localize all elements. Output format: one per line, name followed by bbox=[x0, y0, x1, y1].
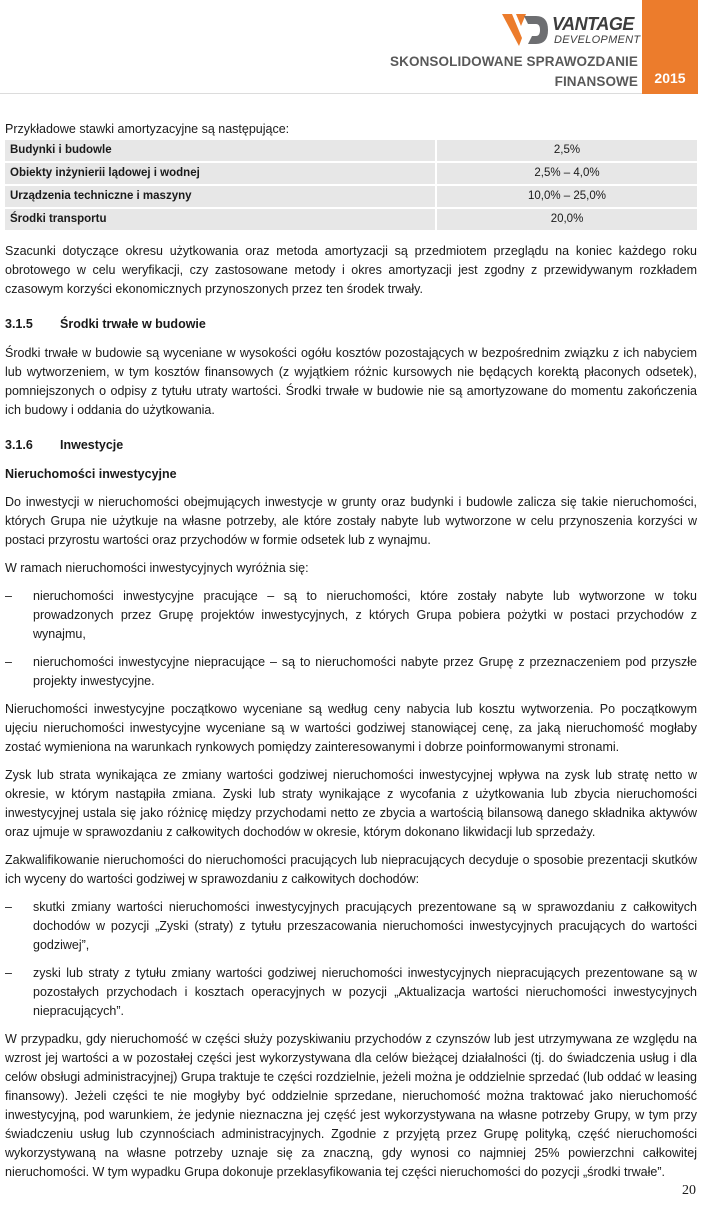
dash-bullet: – bbox=[5, 655, 12, 669]
report-title-line2: FINANSOWE bbox=[554, 74, 638, 89]
paragraph: Zakwalifikowanie nieruchomości do nieruchomości pracujących lub niepracujących decyduje o sposobie prezentacji skutków ich wyceny do wartości godziwej w sprawozdaniu z całkowitych dochodów: bbox=[5, 853, 697, 886]
section-number: 3.1.5 bbox=[5, 317, 33, 331]
dash-bullet: – bbox=[5, 966, 12, 980]
table-row bbox=[5, 162, 697, 185]
list-item bbox=[5, 964, 697, 1021]
list-item bbox=[5, 653, 697, 691]
rate-name: Obiekty inżynierii lądowej i wodnej bbox=[5, 162, 436, 185]
list-item-text: skutki zmiany wartości nieruchomości inwestycyjnych pracujących prezentowane są w sprawozdaniu z całkowitych dochodów w pozycji „Zyski (straty) z tytułu przeszacowania nieruchomości inwestycyjnych pracujących do wartości godziwej”, bbox=[33, 900, 697, 952]
rate-name: Środki transportu bbox=[5, 208, 436, 231]
table-row bbox=[5, 185, 697, 208]
rate-name: Budynki i budowle bbox=[5, 140, 436, 162]
paragraph: Do inwestycji w nieruchomości obejmujących inwestycje w grunty oraz budynki i budowle zalicza się takie nieruchomości, których Grupa nie użytkuje na własne potrzeby, ale które zostały nabyte lub wytworzone w celu przynoszenia korzyści w postaci przyrostu wartości oraz przychodów w formie odsetek lub z wynajmu. bbox=[5, 495, 697, 547]
rates-intro: Przykładowe stawki amortyzacyjne są następujące: bbox=[5, 122, 290, 136]
paragraph: Nieruchomości inwestycyjne początkowo wyceniane są według ceny nabycia lub kosztu wytworzenia. Po początkowym ujęciu nieruchomości inwestycyjne wyceniane są w wartości godziwej stanowiącej cenę, za jaką nieruchomość mogłaby zostać wymieniona na warunkach rynkowych pomiędzy zainteresowanymi i dobrze poinformowanymi stronami. bbox=[5, 702, 697, 754]
year-badge bbox=[642, 0, 698, 94]
year-label: 2015 bbox=[654, 70, 686, 86]
paragraph: W przypadku, gdy nieruchomość w części służy pozyskiwaniu przychodów z czynszów lub jest utrzymywana ze względu na wzrost jej wartości a w pozostałej części jest wykorzystywana dla celów bieżącej działalności (tj. do świadczenia usług i dla celów obsługi administracyjnej) Grupa traktuje te części rozdzielnie, jeżeli można je oddzielnie sprzedać (lub oddać w leasing finansowy). Jeżeli części te nie mogłyby być oddzielnie sprzedane, nieruchomość można traktować jako nieruchomość inwestycyjną, pod warunkiem, że jedynie nieznaczna jej część jest wykorzystywana na własne potrzeby Grupy, w tym przy świadczeniu usług lub czynnościach administracyjnych. Zgodnie z przyjętą przez Grupę polityką, część nieruchomości wykorzystywaną na własne potrzeby uznaje się za znaczną, gdy wynosi co najmniej 25% powierzchni całkowitej nieruchomości. W tym wypadku Grupa dokonuje przeklasyfikowania tej części nieruchomości do pozycji „środki trwałe”. bbox=[5, 1032, 697, 1179]
rate-value: 2,5% bbox=[436, 140, 697, 162]
section-title: Środki trwałe w budowie bbox=[60, 317, 206, 331]
section-heading-315 bbox=[5, 315, 697, 334]
paragraph: Zysk lub strata wynikająca ze zmiany wartości godziwej nieruchomości inwestycyjnej wpływa na zysk lub stratę netto w okresie, w którym nastąpiła zmiana. Zyski lub straty wynikające z wycofania z użytkowania lub zbycia nieruchomości inwestycyjnej ustala się jako różnicę między przychodami netto ze zbycia a wartością bilansową danego składnika aktywów oraz ujmuje w sprawozdaniu z całkowitych dochodów w okresie, którym dokonano likwidacji lub sprzedaży. bbox=[5, 768, 697, 839]
section-heading-316 bbox=[5, 436, 697, 455]
vd-logo-icon bbox=[502, 12, 550, 48]
list-item-text: nieruchomości inwestycyjne pracujące – są to nieruchomości, które zostały nabyte lub wytworzone w toku prowadzonych przez Grupę projektów inwestycyjnych, z których Grupa pobiera pożytki w postaci przychodów z wynajmu, bbox=[33, 589, 697, 641]
list-item bbox=[5, 898, 697, 955]
report-title bbox=[338, 52, 638, 92]
table-row bbox=[5, 140, 697, 162]
logo-text: VANTAGE bbox=[552, 14, 634, 34]
report-title-line1: SKONSOLIDOWANE SPRAWOZDANIE bbox=[390, 54, 638, 69]
rate-value: 10,0% – 25,0% bbox=[436, 185, 697, 208]
section-number: 3.1.6 bbox=[5, 438, 33, 452]
paragraph: Środki trwałe w budowie są wyceniane w wysokości ogółu kosztów pozostających w bezpośrednim związku z ich nabyciem lub wytworzeniem, w tym kosztów finansowych (z wyjątkiem różnic kursowych nie będących korektą płaconych odsetek), pomniejszonych o odpisy z tytułu utraty wartości. Środki trwałe w budowie nie są amortyzowane do momentu zakończenia ich budowy i oddania do użytkowania. bbox=[5, 346, 697, 417]
paragraph: W ramach nieruchomości inwestycyjnych wyróżnia się: bbox=[5, 561, 309, 575]
list-item-text: zyski lub straty z tytułu zmiany wartości godziwej nieruchomości inwestycyjnych niepracujących prezentowane są w pozostałych przychodach i kosztach operacyjnych w pozycji „Aktualizacja wartości nieruchomości inwestycyjnych niepracujących”. bbox=[33, 966, 697, 1018]
rate-name: Urządzenia techniczne i maszyny bbox=[5, 185, 436, 208]
rate-value: 20,0% bbox=[436, 208, 697, 231]
header-divider bbox=[0, 93, 642, 94]
table-row bbox=[5, 208, 697, 231]
list-item-text: nieruchomości inwestycyjne niepracujące – są to nieruchomości nabyte przez Grupę z przeznaczeniem pod przyszłe projekty inwestycyjne. bbox=[33, 655, 697, 688]
rate-value: 2,5% – 4,0% bbox=[436, 162, 697, 185]
page-header bbox=[0, 0, 710, 95]
dash-bullet: – bbox=[5, 900, 12, 914]
paragraph: Szacunki dotyczące okresu użytkowania oraz metoda amortyzacji są przedmiotem przeglądu na koniec każdego roku obrotowego w celu weryfikacji, czy zastosowane metody i okres amortyzacji jest zgodny z przewidywanym rozkładem czasowym korzyści ekonomicznych przynoszonych przez ten środek trwały. bbox=[5, 244, 697, 296]
document-body bbox=[5, 120, 697, 1191]
section-title: Inwestycje bbox=[60, 438, 124, 452]
logo-subtext: DEVELOPMENT bbox=[554, 34, 641, 46]
dash-bullet: – bbox=[5, 589, 12, 603]
page-number: 20 bbox=[682, 1183, 696, 1198]
list-item bbox=[5, 587, 697, 644]
subheading: Nieruchomości inwestycyjne bbox=[5, 467, 177, 481]
company-logo bbox=[502, 12, 641, 52]
depreciation-rates-table bbox=[5, 140, 697, 232]
